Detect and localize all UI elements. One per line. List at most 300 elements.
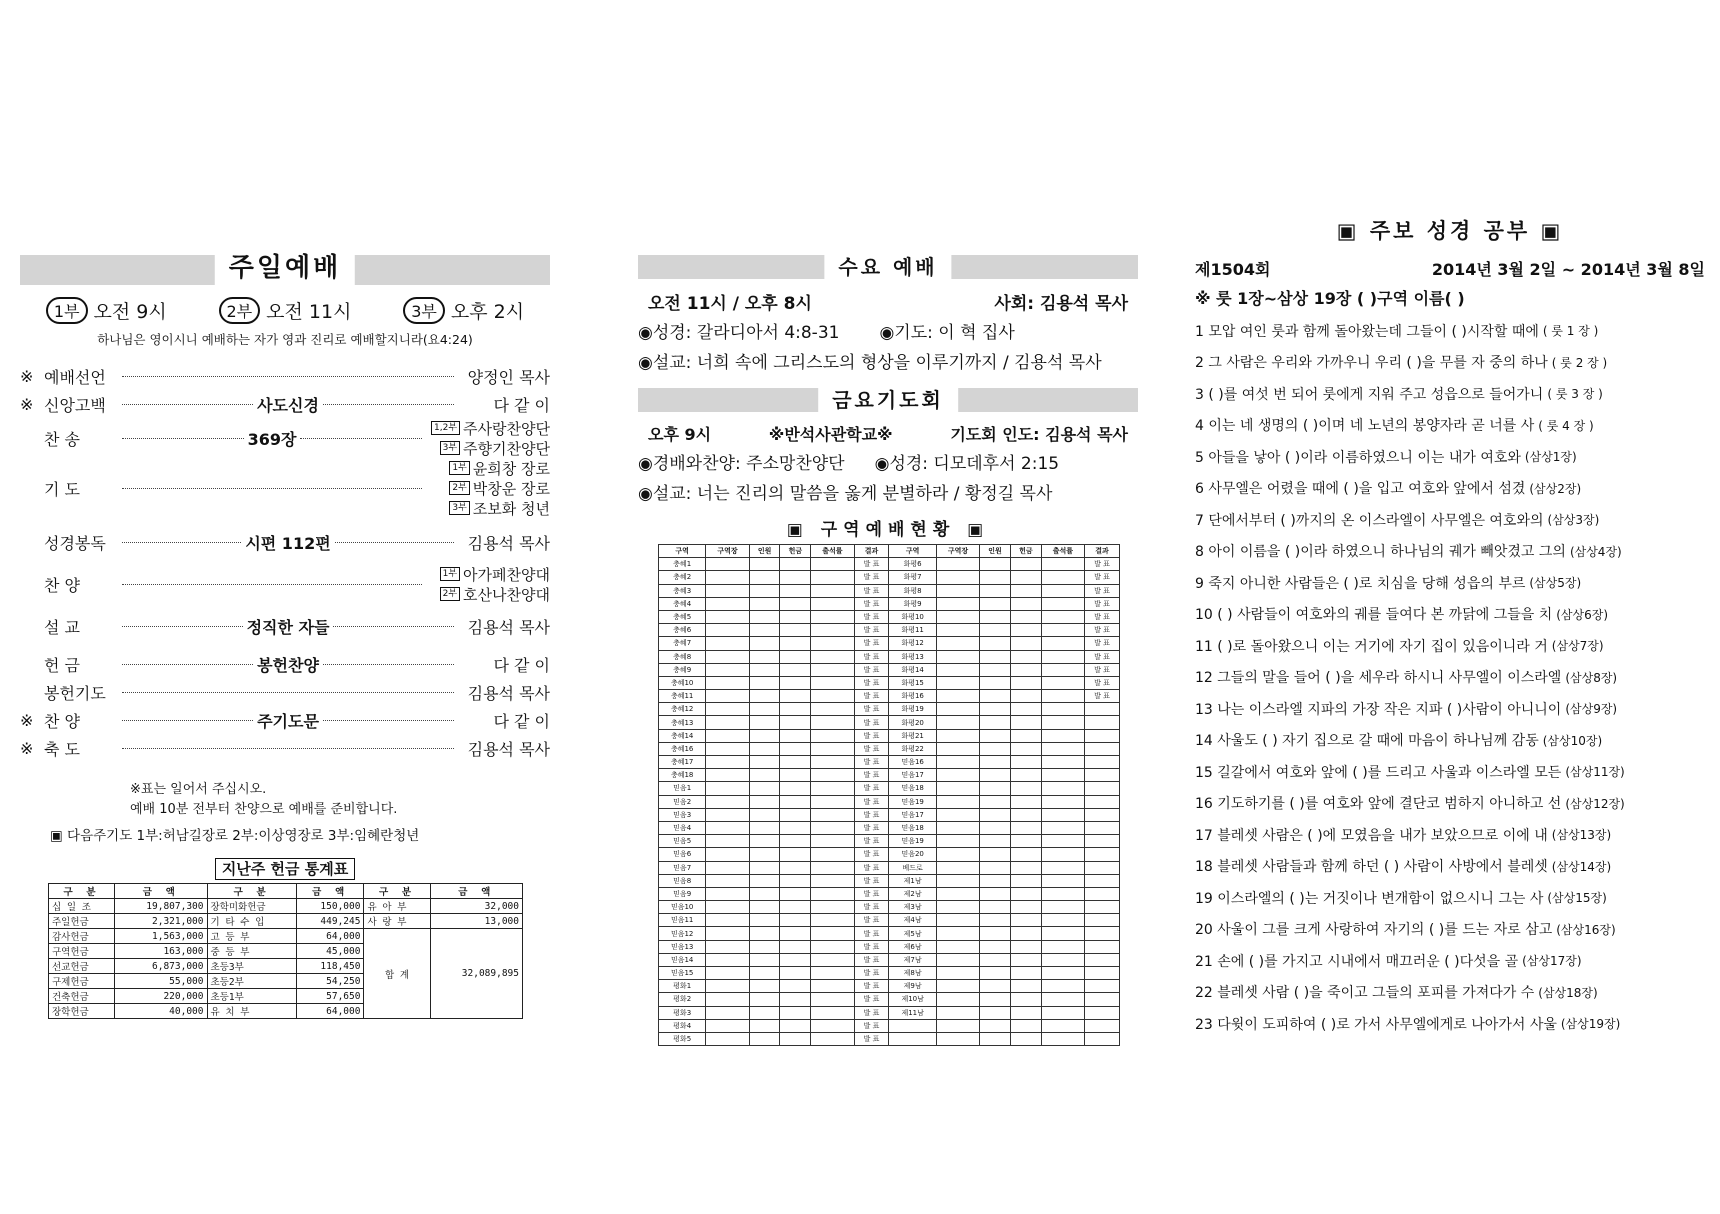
groups-cell: [936, 676, 979, 689]
groups-cell: [749, 808, 780, 821]
groups-cell: 발 표: [1085, 558, 1120, 571]
groups-cell: 제9남: [889, 980, 936, 993]
groups-cell: [980, 835, 1011, 848]
groups-cell: 충혜9: [659, 663, 706, 676]
groups-cell: [811, 901, 854, 914]
groups-cell: [936, 940, 979, 953]
groups-cell: 발 표: [854, 558, 889, 571]
offering-header: 구 분: [49, 884, 115, 899]
offering-cell: 사 랑 부: [364, 914, 430, 929]
groups-cell: 화평7: [889, 571, 936, 584]
groups-row: [659, 967, 1120, 980]
offering-cell: 19,807,300: [115, 899, 207, 914]
offering-row: [49, 914, 523, 929]
groups-cell: [936, 769, 979, 782]
groups-cell: [749, 835, 780, 848]
groups-cell: [706, 980, 749, 993]
groups-cell: [1010, 795, 1041, 808]
groups-cell: [980, 690, 1011, 703]
groups-cell: [706, 690, 749, 703]
sunday-title-banner: [20, 255, 550, 285]
groups-row: [659, 571, 1120, 584]
groups-cell: 충혜16: [659, 742, 706, 755]
groups-cell: 발 표: [854, 584, 889, 597]
groups-cell: 충혜7: [659, 637, 706, 650]
groups-cell: [1041, 887, 1084, 900]
groups-cell: 충혜5: [659, 610, 706, 623]
groups-cell: [780, 610, 811, 623]
groups-cell: 발 표: [854, 742, 889, 755]
offering-cell: 40,000: [115, 1004, 207, 1019]
groups-cell: [936, 967, 979, 980]
groups-cell: 발 표: [1085, 571, 1120, 584]
groups-cell: 발 표: [854, 901, 889, 914]
groups-cell: [1010, 1032, 1041, 1045]
groups-cell: [936, 716, 979, 729]
groups-cell: [980, 769, 1011, 782]
groups-cell: [811, 703, 854, 716]
groups-cell: [706, 597, 749, 610]
question-item: 6 사무엘은 어렸을 때에 ( )을 입고 여호와 앞에서 섬겼 (삼상2장): [1195, 481, 1582, 498]
question-item: 23 다윗이 도피하여 ( )로 가서 사무엘에게로 나아가서 사울 (삼상19장): [1195, 1016, 1621, 1033]
groups-cell: [780, 597, 811, 610]
groups-cell: [1041, 729, 1084, 742]
groups-cell: [1085, 795, 1120, 808]
groups-cell: [811, 624, 854, 637]
groups-cell: 화평11: [889, 624, 936, 637]
offering-cell: 45,000: [296, 944, 364, 959]
groups-cell: [936, 795, 979, 808]
groups-cell: [1010, 650, 1041, 663]
groups-cell: 제2남: [889, 887, 936, 900]
groups-cell: [749, 584, 780, 597]
groups-cell: [980, 848, 1011, 861]
groups-cell: 충혜8: [659, 650, 706, 663]
next-prayer: ▣ 다음주기도 1부:허남길장로 2부:이상영장로 3부:임혜란청년: [50, 828, 420, 844]
groups-cell: [811, 690, 854, 703]
groups-cell: [980, 861, 1011, 874]
groups-cell: [980, 821, 1011, 834]
groups-row: [659, 663, 1120, 676]
groups-cell: [1041, 769, 1084, 782]
groups-cell: [780, 940, 811, 953]
groups-cell: 충혜14: [659, 729, 706, 742]
groups-cell: [1041, 663, 1084, 676]
question-item: 17 블레셋 사람은 ( )에 모였음을 내가 보았으므로 이에 내 (삼상13장): [1195, 827, 1612, 844]
groups-cell: [811, 887, 854, 900]
groups-cell: [780, 914, 811, 927]
groups-cell: [811, 808, 854, 821]
groups-header: 출석률: [811, 545, 854, 558]
groups-cell: [980, 927, 1011, 940]
groups-cell: [1010, 914, 1041, 927]
groups-row: [659, 993, 1120, 1006]
offering-cell: 유 아 부: [364, 899, 430, 914]
groups-cell: [936, 703, 979, 716]
offering-cell: 감사헌금: [49, 929, 115, 944]
groups-cell: [1085, 940, 1120, 953]
groups-cell: [936, 821, 979, 834]
groups-cell: [936, 756, 979, 769]
groups-cell: [811, 1019, 854, 1032]
wednesday-title-banner: [638, 255, 1138, 279]
groups-cell: [1041, 637, 1084, 650]
offering-cell: 초등2부: [207, 974, 296, 989]
groups-cell: [811, 914, 854, 927]
groups-cell: [936, 993, 979, 1006]
groups-cell: [811, 610, 854, 623]
groups-cell: [706, 1032, 749, 1045]
groups-cell: 발 표: [1085, 610, 1120, 623]
groups-cell: [1041, 610, 1084, 623]
question-item: 14 사울도 ( ) 자기 집으로 갈 때에 마음이 하나님께 감동 (삼상10장): [1195, 733, 1603, 750]
groups-cell: 충혜6: [659, 624, 706, 637]
groups-cell: [980, 676, 1011, 689]
groups-cell: [1010, 821, 1041, 834]
groups-row: [659, 1019, 1120, 1032]
groups-cell: [749, 663, 780, 676]
groups-cell: 믿음18: [889, 821, 936, 834]
question-item: 4 이는 네 생명의 ( )이며 네 노년의 봉양자라 곧 너를 사 ( 룻 4 장 ): [1195, 418, 1594, 435]
groups-header: 구역: [659, 545, 706, 558]
offering-cell: 32,000: [430, 899, 522, 914]
offering-cell: 13,000: [430, 914, 522, 929]
groups-cell: [1085, 1019, 1120, 1032]
groups-cell: [936, 584, 979, 597]
groups-cell: [706, 821, 749, 834]
groups-cell: [1085, 769, 1120, 782]
groups-cell: 발 표: [854, 597, 889, 610]
groups-cell: 발 표: [1085, 650, 1120, 663]
groups-table: [658, 544, 1120, 1046]
groups-row: [659, 610, 1120, 623]
groups-row: [659, 624, 1120, 637]
groups-cell: [936, 835, 979, 848]
groups-cell: [980, 967, 1011, 980]
groups-cell: [811, 663, 854, 676]
question-item: 21 손에 ( )를 가지고 시내에서 매끄러운 ( )다섯을 골 (삼상17장): [1195, 953, 1582, 970]
groups-cell: [706, 676, 749, 689]
groups-cell: [1010, 610, 1041, 623]
groups-cell: 충혜10: [659, 676, 706, 689]
groups-cell: [749, 703, 780, 716]
groups-cell: 제1남: [889, 874, 936, 887]
groups-cell: 제4남: [889, 914, 936, 927]
groups-cell: [1085, 993, 1120, 1006]
question-item: 3 ( )를 여섯 번 되어 룻에게 지워 주고 성읍으로 들어가니 ( 룻 3 장 ): [1195, 386, 1603, 403]
groups-cell: [1041, 584, 1084, 597]
question-item: 19 이스라엘의 ( )는 거짓이나 변개함이 없으시니 그는 사 (삼상15장): [1195, 890, 1607, 907]
groups-cell: 발 표: [854, 940, 889, 953]
groups-cell: [780, 703, 811, 716]
groups-cell: [936, 861, 979, 874]
groups-row: [659, 782, 1120, 795]
groups-row: [659, 848, 1120, 861]
groups-cell: [1041, 953, 1084, 966]
groups-header: 구역장: [936, 545, 979, 558]
question-item: 8 아이 이름을 ( )이라 하였으니 하나님의 궤가 빼앗겼고 그의 (삼상4장): [1195, 544, 1622, 561]
groups-cell: [780, 650, 811, 663]
groups-cell: [1010, 703, 1041, 716]
groups-cell: [936, 571, 979, 584]
groups-row: [659, 887, 1120, 900]
groups-cell: [1010, 808, 1041, 821]
groups-cell: [1010, 993, 1041, 1006]
groups-cell: [1010, 953, 1041, 966]
groups-cell: [936, 848, 979, 861]
order-row-reading: 성경봉독 시편 112편 김용석 목사: [44, 533, 550, 553]
groups-cell: [980, 584, 1011, 597]
groups-cell: [749, 729, 780, 742]
groups-cell: [811, 993, 854, 1006]
order-row: ※ 신앙고백 사도신경 다 같 이: [20, 394, 550, 415]
question-item: 9 죽지 아니한 사람들은 ( )로 치심을 당해 성읍의 부르 (삼상5장): [1195, 575, 1582, 592]
groups-cell: 화평20: [889, 716, 936, 729]
groups-cell: [1010, 637, 1041, 650]
groups-cell: 믿음3: [659, 808, 706, 821]
bible-study-section: [1195, 215, 1705, 1040]
groups-cell: [780, 795, 811, 808]
offering-cell: 449,245: [296, 914, 364, 929]
groups-cell: [706, 624, 749, 637]
groups-cell: [936, 953, 979, 966]
groups-cell: [1041, 1032, 1084, 1045]
groups-cell: [749, 940, 780, 953]
question-item: 15 길갈에서 여호와 앞에 ( )를 드리고 사울과 이스라엘 모든 (삼상11장): [1195, 764, 1625, 781]
groups-cell: [749, 1006, 780, 1019]
groups-cell: [980, 650, 1011, 663]
groups-cell: 충혜4: [659, 597, 706, 610]
groups-cell: [1041, 795, 1084, 808]
groups-row: [659, 742, 1120, 755]
groups-cell: [780, 729, 811, 742]
groups-cell: 충혜1: [659, 558, 706, 571]
groups-cell: [1010, 782, 1041, 795]
groups-cell: 발 표: [854, 808, 889, 821]
groups-cell: 믿음2: [659, 795, 706, 808]
groups-cell: [811, 558, 854, 571]
groups-cell: [749, 901, 780, 914]
groups-cell: 발 표: [1085, 637, 1120, 650]
groups-cell: [706, 901, 749, 914]
offering-cell: 고 등 부: [207, 929, 296, 944]
groups-cell: [1041, 980, 1084, 993]
groups-row: [659, 729, 1120, 742]
groups-cell: [936, 901, 979, 914]
order-row-praise: 찬 양 1부 아가페찬양대 2부 호산나찬양대: [44, 565, 550, 604]
groups-cell: 충혜13: [659, 716, 706, 729]
groups-cell: [749, 953, 780, 966]
groups-cell: 믿음8: [659, 874, 706, 887]
offering-title: 지난주 헌금 통계표: [20, 858, 550, 879]
groups-cell: [936, 1032, 979, 1045]
groups-cell: 믿음19: [889, 835, 936, 848]
groups-cell: [811, 676, 854, 689]
groups-cell: 평화5: [659, 1032, 706, 1045]
question-item: 7 단에서부터 ( )까지의 온 이스라엘이 사무엘은 여호와의 (삼상3장): [1195, 512, 1600, 529]
groups-cell: [706, 861, 749, 874]
groups-cell: [811, 716, 854, 729]
groups-cell: [811, 1006, 854, 1019]
groups-cell: 발 표: [854, 861, 889, 874]
groups-cell: [980, 571, 1011, 584]
groups-cell: [780, 993, 811, 1006]
worship-verse: 하나님은 영이시니 예배하는 자가 영과 진리로 예배할지니라(요4:24): [97, 332, 473, 347]
groups-cell: [811, 584, 854, 597]
groups-cell: [780, 848, 811, 861]
groups-cell: [936, 624, 979, 637]
groups-cell: 화평13: [889, 650, 936, 663]
groups-cell: 믿음4: [659, 821, 706, 834]
groups-row: [659, 861, 1120, 874]
groups-cell: 믿음6: [659, 848, 706, 861]
groups-cell: [780, 690, 811, 703]
groups-cell: [1041, 993, 1084, 1006]
service-time-1: 1부 오전 9시: [46, 297, 167, 324]
groups-cell: [980, 901, 1011, 914]
groups-cell: [811, 1032, 854, 1045]
groups-cell: [780, 663, 811, 676]
groups-cell: [1010, 835, 1041, 848]
groups-cell: [1041, 571, 1084, 584]
groups-cell: [1085, 927, 1120, 940]
groups-cell: [980, 624, 1011, 637]
groups-cell: [749, 624, 780, 637]
offering-header: 구 분: [364, 884, 430, 899]
groups-row: [659, 676, 1120, 689]
groups-cell: [811, 756, 854, 769]
groups-header: 인원: [980, 545, 1011, 558]
groups-cell: [980, 610, 1011, 623]
groups-cell: [1041, 874, 1084, 887]
groups-cell: [780, 624, 811, 637]
groups-cell: [1041, 558, 1084, 571]
groups-cell: 발 표: [854, 848, 889, 861]
groups-cell: 발 표: [854, 980, 889, 993]
friday-info: 오후 9시 ※반석사관학교※ 기도회 인도: 김용석 목사 ◉경배와찬양: 주소망찬양단 ◉성경: 디모데후서 2:15 ◉설교: 너는 진리의 말씀을 옳게 분별하라 / 황정길 목사: [638, 425, 1128, 504]
groups-cell: 믿음14: [659, 953, 706, 966]
groups-cell: [749, 1032, 780, 1045]
groups-cell: [811, 637, 854, 650]
groups-row: [659, 716, 1120, 729]
offering-row: [49, 899, 523, 914]
groups-cell: [706, 637, 749, 650]
groups-cell: 화평15: [889, 676, 936, 689]
groups-cell: [749, 874, 780, 887]
groups-cell: [936, 729, 979, 742]
groups-cell: [811, 769, 854, 782]
groups-row: [659, 650, 1120, 663]
groups-cell: 발 표: [854, 887, 889, 900]
groups-row: [659, 558, 1120, 571]
groups-cell: [780, 808, 811, 821]
groups-cell: [1085, 782, 1120, 795]
order-row: ※ 축 도 김용석 목사: [20, 738, 550, 759]
question-item: 11 ( )로 돌아왔으니 이는 거기에 자기 집이 있음이니라 거 (삼상7장): [1195, 638, 1604, 655]
groups-cell: [811, 874, 854, 887]
groups-cell: [749, 993, 780, 1006]
groups-row: [659, 953, 1120, 966]
wednesday-info: 오전 11시 / 오후 8시 사회: 김용석 목사 ◉성경: 갈라디아서 4:8-31 ◉기도: 이 혁 집사 ◉설교: 너희 속에 그리스도의 형상을 이루기까지 / 김용석 목사: [638, 294, 1128, 373]
offering-cell: 150,000: [296, 899, 364, 914]
groups-cell: [1010, 901, 1041, 914]
groups-cell: 믿음19: [889, 795, 936, 808]
groups-cell: [749, 637, 780, 650]
groups-cell: [749, 610, 780, 623]
groups-cell: [706, 835, 749, 848]
groups-cell: [706, 663, 749, 676]
groups-cell: [780, 821, 811, 834]
groups-cell: 믿음1: [659, 782, 706, 795]
sunday-service-section: [20, 255, 550, 1019]
groups-cell: 화평21: [889, 729, 936, 742]
groups-cell: [811, 571, 854, 584]
groups-header: 결과: [854, 545, 889, 558]
groups-cell: [706, 795, 749, 808]
groups-cell: [1010, 742, 1041, 755]
groups-cell: 발 표: [854, 967, 889, 980]
groups-cell: [780, 782, 811, 795]
groups-cell: [1010, 558, 1041, 571]
service-time-2: 2부 오전 11시: [219, 297, 352, 324]
groups-cell: 발 표: [854, 729, 889, 742]
groups-cell: [749, 927, 780, 940]
groups-cell: 발 표: [854, 874, 889, 887]
groups-row: [659, 584, 1120, 597]
offering-cell: 건축헌금: [49, 989, 115, 1004]
groups-cell: 믿음11: [659, 914, 706, 927]
groups-cell: [780, 835, 811, 848]
groups-cell: [980, 663, 1011, 676]
groups-header: 헌금: [780, 545, 811, 558]
groups-cell: [706, 558, 749, 571]
groups-cell: 발 표: [854, 821, 889, 834]
groups-cell: [980, 874, 1011, 887]
groups-cell: 발 표: [1085, 676, 1120, 689]
groups-cell: [811, 940, 854, 953]
groups-cell: [980, 795, 1011, 808]
offering-cell: 장학헌금: [49, 1004, 115, 1019]
groups-cell: [936, 637, 979, 650]
groups-cell: [706, 756, 749, 769]
service-times: [20, 297, 550, 324]
groups-cell: [980, 1019, 1011, 1032]
groups-cell: [936, 1019, 979, 1032]
groups-row: [659, 769, 1120, 782]
groups-cell: [1041, 808, 1084, 821]
groups-cell: [1085, 835, 1120, 848]
groups-row: [659, 901, 1120, 914]
groups-cell: [780, 1032, 811, 1045]
groups-cell: [749, 795, 780, 808]
groups-cell: [811, 835, 854, 848]
groups-cell: [780, 1006, 811, 1019]
groups-row: [659, 703, 1120, 716]
notes: ※표는 일어서 주십시오. 예배 10분 전부터 찬양으로 예배를 준비합니다.: [130, 782, 398, 817]
offering-header: 구 분: [207, 884, 296, 899]
groups-cell: [780, 676, 811, 689]
groups-cell: [706, 742, 749, 755]
groups-cell: 발 표: [854, 782, 889, 795]
groups-cell: [1041, 703, 1084, 716]
groups-cell: 발 표: [854, 927, 889, 940]
groups-cell: [749, 848, 780, 861]
groups-cell: [1041, 676, 1084, 689]
groups-header: 출석률: [1041, 545, 1084, 558]
groups-title: ▣ 구역예배현황 ▣: [786, 520, 990, 540]
groups-cell: 화평10: [889, 610, 936, 623]
groups-cell: [1010, 927, 1041, 940]
